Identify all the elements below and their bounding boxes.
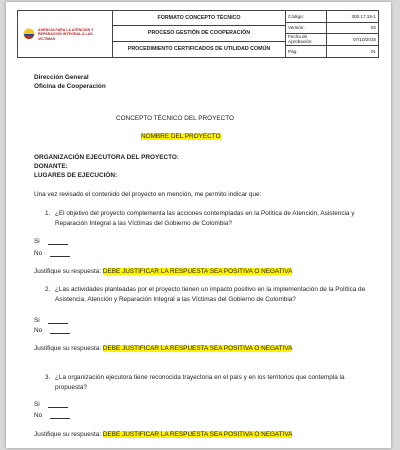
format-title: FORMATO CONCEPTO TÉCNICO [113, 11, 285, 26]
logo-text: AGENCIA PARA LA ATENCIÓN Y REPARACIÓN INTEGRAL A LAS VÍCTIMAS [38, 28, 94, 41]
q2-no-row [34, 327, 70, 334]
intro-text: Una vez revisado el contenido del proyecto en mención, me permito indicar que: [34, 191, 262, 198]
code-row [286, 11, 379, 23]
q3-yes-label: Si [34, 401, 40, 408]
q2-justify-label: Justifique su respuesta: [34, 345, 102, 352]
header-title-cells [113, 11, 286, 57]
q3-justify-label: Justifique su respuesta: [34, 431, 102, 438]
q1-yes-row [34, 238, 68, 245]
q3-no-row [34, 412, 70, 419]
q1-justify-note[interactable]: DEBE JUSTIFICAR LA RESPUESTA SEA POSITIVA O NEGATIVA [102, 268, 293, 275]
q1-yes-label: Si [34, 238, 40, 245]
q3-text: ¿La organización ejecutora tiene reconocida trayectoria en el país y en los territorios que contempla la propuesta? [55, 374, 345, 391]
date-value: 07/10/2015 [353, 36, 376, 42]
procedure-title: PROCEDIMIENTO CERTIFICADOS DE UTILIDAD COMÚN [127, 46, 271, 53]
q1-yes-blank[interactable] [48, 239, 68, 245]
code-value: 300.17.15-1 [351, 13, 376, 19]
q2-justify-row [34, 345, 292, 352]
q2-number: 2. [45, 286, 51, 293]
q2-justify-note[interactable]: DEBE JUSTIFICAR LA RESPUESTA SEA POSITIVA O NEGATIVA [102, 345, 293, 352]
q1-text: ¿El objetivo del proyecto complementa las acciones contempladas en la Política de Atención, Asistencia y Reparación Integral a las Víctimas del Gobierno de Colombia? [55, 210, 355, 227]
q3-no-label: No [34, 412, 43, 419]
q1-number: 1. [45, 210, 51, 217]
logo-cell [18, 11, 113, 57]
version-value: 02 [370, 25, 376, 31]
q2-text: ¿Las actividades planteadas por el proyecto tienen un impacto positivo en la implementación de la Política de Asistencia, Atención y Reparación Integral a las Víctimas del Gobierno de Colombia? [55, 286, 366, 303]
q1-no-row [34, 250, 70, 257]
q2-yes-label: Si [34, 317, 40, 324]
version-label: Versión: [286, 23, 327, 34]
process-title: PROCESO GESTIÓN DE COOPERACIÓN [113, 26, 285, 41]
q3-yes-row [34, 401, 68, 408]
q2-no-blank[interactable] [50, 328, 70, 334]
q2-yes-row [34, 317, 68, 324]
department-line-1: Dirección General [34, 74, 89, 81]
document-header-table [17, 10, 379, 58]
q3-justify-row [34, 431, 292, 438]
document-page [6, 2, 391, 448]
date-label: Fecha de Aprobación: [286, 34, 327, 45]
q3-yes-blank[interactable] [48, 402, 68, 408]
page-value: 01 [370, 48, 376, 54]
donor-label: DONANTE: [34, 163, 68, 170]
q2-no-label: No [34, 327, 43, 334]
header-meta-cells [286, 11, 379, 57]
page-row [286, 46, 379, 58]
agency-logo-icon [23, 28, 35, 40]
q3-justify-note[interactable]: DEBE JUSTIFICAR LA RESPUESTA SEA POSITIVA O NEGATIVA [102, 431, 293, 438]
concept-title: CONCEPTO TÉCNICO DEL PROYECTO [116, 115, 235, 122]
code-label: Código: [286, 11, 327, 22]
department-line-2: Oficina de Cooperación [34, 83, 106, 90]
q1-justify-label: Justifique su respuesta: [34, 268, 102, 275]
q1-justify-row [34, 268, 292, 275]
q3-no-blank[interactable] [50, 413, 70, 419]
places-label: LUGARES DE EJECUCIÓN: [34, 172, 118, 179]
q1-no-label: No [34, 250, 43, 257]
date-row [286, 34, 379, 46]
page-label: Pág. [286, 46, 327, 58]
version-row [286, 23, 379, 35]
q3-number: 3. [45, 374, 51, 381]
org-label: ORGANIZACIÓN EJECUTORA DEL PROYECTO: [34, 154, 179, 161]
q1-no-blank[interactable] [50, 251, 70, 257]
q2-yes-blank[interactable] [48, 318, 68, 324]
project-name: NOMBRE DEL PROYECTO [141, 133, 221, 140]
